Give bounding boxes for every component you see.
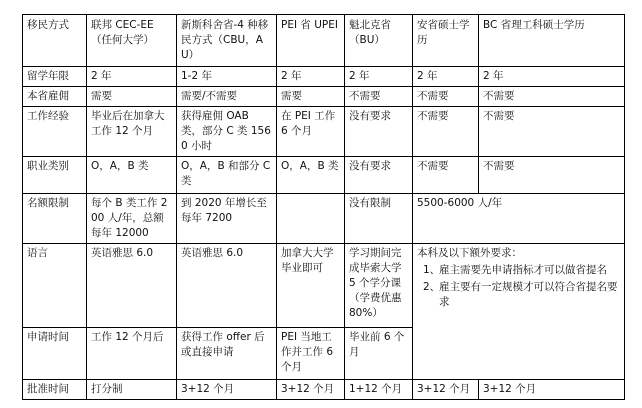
header-cell: 魁北克省（BU） [345, 15, 413, 67]
table-row [23, 107, 625, 157]
table-cell: 不需要 [413, 107, 479, 157]
table-cell: 3+12 个月 [479, 380, 625, 400]
table-cell: 加拿大大学毕业即可 [277, 244, 345, 328]
table-cell: 不需要 [479, 157, 625, 194]
table-cell: 需要 [277, 87, 345, 107]
table-cell: 没有限制 [345, 194, 413, 244]
immigration-comparison-table [22, 14, 625, 400]
row-label: 申请时间 [23, 328, 87, 380]
row-label: 名额限制 [23, 194, 87, 244]
header-cell: 安省硕士学历 [413, 15, 479, 67]
table-cell: 学习期间完成毕索大学 5 个学分课（学费优惠 80%） [345, 244, 413, 328]
row-label: 工作经验 [23, 107, 87, 157]
table-cell: 工作 12 个月后 [87, 328, 177, 380]
table-cell: 不需要 [479, 107, 625, 157]
table-cell: 5500-6000 人/年 [413, 194, 625, 244]
table-row [23, 87, 625, 107]
table-cell: 不需要 [413, 157, 479, 194]
table-row [23, 244, 625, 328]
table-cell: 不需要 [345, 87, 413, 107]
table-cell: 1-2 年 [177, 67, 277, 87]
table-cell: 每个 B 类工作 200 人/年，总额每年 12000 [87, 194, 177, 244]
table-cell: 英语雅思 6.0 [177, 244, 277, 328]
extra-requirements-list [417, 263, 620, 310]
list-item-text: 雇主需要先申请指标才可以做省提名 [439, 264, 607, 276]
table-cell: 3+12 个月 [277, 380, 345, 400]
table-cell: 英语雅思 6.0 [87, 244, 177, 328]
table-cell: 2 年 [87, 67, 177, 87]
table-row [23, 67, 625, 87]
row-label: 批准时间 [23, 380, 87, 400]
table-cell: 1+12 个月 [345, 380, 413, 400]
table-cell: O，A，B 和部分 C 类 [177, 157, 277, 194]
table-header-row [23, 15, 625, 67]
header-cell: 新斯科舍省-4 种移民方式（CBU，AU） [177, 15, 277, 67]
header-cell: PEI 省 UPEI [277, 15, 345, 67]
row-label: 语言 [23, 244, 87, 328]
table-cell: 打分制 [87, 380, 177, 400]
table-cell: 获得雇佣 OAB 类，部分 C 类 1560 小时 [177, 107, 277, 157]
table-cell: 到 2020 年增长至每年 7200 [177, 194, 277, 244]
table-cell: 需要/不需要 [177, 87, 277, 107]
table-cell: 不需要 [413, 87, 479, 107]
extra-requirements-intro: 本科及以下额外要求： [417, 247, 522, 259]
table-cell: 不需要 [479, 87, 625, 107]
list-item-text: 雇主要有一定规模才可以符合省提名要求 [439, 281, 618, 308]
header-cell: 移民方式 [23, 15, 87, 67]
header-cell: 联邦 CEC-EE（任何大学） [87, 15, 177, 67]
extra-requirements-cell [413, 244, 625, 380]
row-label: 职业类别 [23, 157, 87, 194]
list-item [417, 280, 620, 310]
table-cell: 2 年 [413, 67, 479, 87]
table-cell: 获得工作 offer 后或直接申请 [177, 328, 277, 380]
table-cell: 没有要求 [345, 107, 413, 157]
table-cell: 2 年 [479, 67, 625, 87]
table-row [23, 194, 625, 244]
table-cell: 3+12 个月 [413, 380, 479, 400]
table-cell: 2 年 [277, 67, 345, 87]
table-cell: 2 年 [345, 67, 413, 87]
table-cell: O，A，B 类 [277, 157, 345, 194]
table-cell: 在 PEI 工作 6 个月 [277, 107, 345, 157]
table-cell: 没有要求 [345, 157, 413, 194]
list-item-number: 1、 [423, 264, 441, 276]
table-row [23, 380, 625, 400]
table-cell: 毕业后在加拿大工作 12 个月 [87, 107, 177, 157]
header-cell: BC 省理工科硕士学历 [479, 15, 625, 67]
table-cell: 需要 [87, 87, 177, 107]
table-cell: PEI 当地工作并工作 6 个月 [277, 328, 345, 380]
list-item-number: 2、 [423, 281, 441, 293]
table-cell: 3+12 个月 [177, 380, 277, 400]
row-label: 本省雇佣 [23, 87, 87, 107]
table-cell [277, 194, 345, 244]
table-row [23, 157, 625, 194]
table-cell: 毕业前 6 个月 [345, 328, 413, 380]
table-cell: O，A，B 类 [87, 157, 177, 194]
list-item [417, 263, 620, 278]
row-label: 留学年限 [23, 67, 87, 87]
